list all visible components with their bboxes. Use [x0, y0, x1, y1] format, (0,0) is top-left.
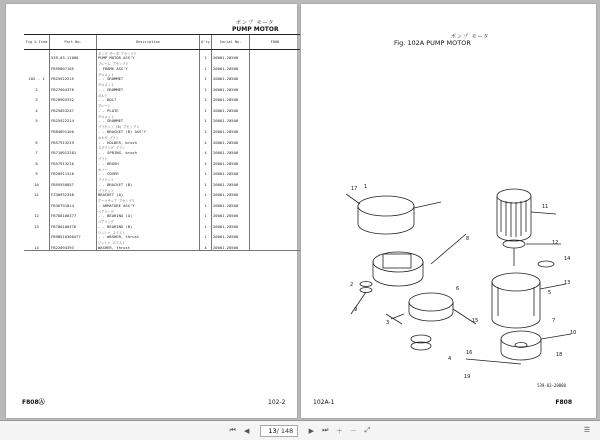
exploded-view-svg: [346, 174, 586, 399]
fig-item-cell: 9: [35, 171, 38, 177]
serial-no-cell: 20001-20500: [212, 124, 250, 135]
description-english: . FRAME ASS'Y: [98, 65, 128, 71]
table-row: [24, 82, 300, 93]
figure-footer-code: F808: [555, 399, 572, 406]
callout-label: 17: [351, 186, 358, 192]
callout-label: 11: [542, 204, 549, 210]
description-cell: [97, 82, 200, 93]
description-english: . . PLATE: [98, 107, 119, 113]
fig-item-cell: 3: [35, 97, 38, 103]
description-cell: [97, 61, 200, 72]
serial-no-cell: 20001-20500: [212, 240, 250, 251]
last-page-icon[interactable]: ⏭: [322, 426, 329, 434]
remark-cell: [250, 155, 301, 166]
description-english: . . GROMMET: [98, 118, 124, 124]
zoom-out-icon[interactable]: －: [349, 426, 357, 435]
callout-label: 5: [548, 290, 552, 296]
qty-cell: 1: [200, 208, 212, 219]
description-english: . . BRUSH: [98, 160, 119, 166]
part-no-cell: FB9B510300477: [50, 229, 97, 240]
callout-label: 7: [552, 318, 556, 324]
table-row: [24, 50, 300, 61]
zoom-in-icon[interactable]: ＋: [335, 426, 343, 435]
description-cell: [97, 134, 200, 145]
description-english: BRACKET (A): [98, 192, 124, 198]
part-no-cell: FB59550857: [50, 177, 97, 188]
part-no-cell: FB22094393: [50, 240, 97, 251]
table-row: [24, 166, 300, 177]
description-japanese: ブラケット (B) アセンブリ: [98, 125, 140, 130]
illustration-page: [301, 4, 596, 418]
header-japanese: ポンプ モータ: [236, 20, 275, 26]
qty-cell: 4: [200, 155, 212, 166]
qty-cell: 1: [200, 166, 212, 177]
qty-cell: 4: [200, 240, 212, 251]
drawing-number: 539-03-20000: [537, 383, 566, 388]
fig-item-cell: 7: [35, 150, 38, 156]
part-no-cell: FB57913216: [50, 155, 97, 166]
callout-label: 14: [564, 256, 571, 262]
part-no-cell: FB780100376: [50, 219, 97, 230]
qty-cell: 1: [200, 71, 212, 82]
table-row: [24, 177, 300, 188]
fullscreen-icon[interactable]: ⤢: [364, 426, 371, 434]
col-part-no: Part No.: [50, 35, 97, 50]
table-row: [24, 240, 300, 251]
qty-cell: 1: [200, 229, 212, 240]
table-row: [24, 61, 300, 72]
callout-label: 18: [556, 352, 563, 358]
description-cell: [97, 240, 200, 251]
fig-item-cell: 12: [34, 213, 39, 219]
fig-item-cell: [24, 198, 50, 209]
table-row: [24, 187, 300, 198]
col-fig-item: Fig & Item: [24, 35, 50, 50]
callout-label: 10: [570, 330, 577, 336]
qty-cell: 1: [200, 219, 212, 230]
fig-item-cell: 10: [34, 181, 39, 187]
qty-cell: 1: [200, 82, 212, 93]
header-english: PUMP MOTOR: [232, 26, 279, 33]
part-no-cell: FB57913219: [50, 134, 97, 145]
table-row: [24, 219, 300, 230]
description-japanese: ホルダ ブラシ: [98, 135, 119, 140]
description-cell: [97, 71, 200, 82]
parts-table-header: [24, 35, 300, 50]
description-cell: [97, 229, 200, 240]
serial-no-cell: 20001-20500: [212, 92, 250, 103]
description-cell: [97, 208, 200, 219]
serial-no-cell: 20001-20500: [212, 134, 250, 145]
table-row: [24, 208, 300, 219]
remark-cell: [250, 134, 301, 145]
part-no-cell: FB20911316: [50, 166, 97, 177]
page-indicator: [260, 425, 299, 437]
description-english: . . GROMMET: [98, 86, 124, 92]
page-total: / 148: [276, 426, 294, 435]
description-japanese: ワッシャ スラスト: [98, 230, 126, 235]
qty-cell: 1: [200, 124, 212, 135]
qty-cell: 4: [200, 134, 212, 145]
first-page-icon[interactable]: ⏮: [229, 426, 236, 434]
description-english: . . SPRING, brush: [98, 150, 137, 156]
remark-cell: [250, 71, 301, 82]
description-english: . . WASHER, thrust: [98, 234, 140, 240]
col-serial-no: Serial No.: [212, 35, 250, 50]
serial-no-cell: 20001-20500: [212, 187, 250, 198]
fig-item-cell: [24, 50, 50, 61]
qty-cell: 1: [200, 113, 212, 124]
callout-label: 19: [464, 374, 471, 380]
parts-table: [24, 34, 300, 251]
description-cell: [97, 103, 200, 114]
callout-label: 2: [350, 282, 354, 288]
serial-no-cell: 20001-20500: [212, 145, 250, 156]
description-cell: [97, 166, 200, 177]
qty-cell: 1: [200, 50, 212, 61]
remark-cell: [250, 240, 301, 251]
serial-no-cell: 20001-20500: [212, 61, 250, 72]
table-row: [24, 145, 300, 156]
exploded-view-drawing: [346, 174, 586, 399]
description-japanese: ブラシ: [98, 157, 108, 162]
serial-no-cell: 20001-20500: [212, 219, 250, 230]
serial-no-cell: 20001-20500: [212, 208, 250, 219]
qty-cell: 1: [200, 103, 212, 114]
qty-cell: 4: [200, 145, 212, 156]
remark-cell: [250, 208, 301, 219]
toolbar-right-group: [580, 424, 594, 436]
part-no-cell: FB27004376: [50, 82, 97, 93]
description-japanese: プレート: [98, 104, 111, 109]
serial-no-cell: 20001-20500: [212, 198, 250, 209]
part-no-cell: FB25853247: [50, 103, 97, 114]
description-english: . . COVER: [98, 171, 119, 177]
part-no-cell: FB710013281: [50, 145, 97, 156]
remark-cell: [250, 92, 301, 103]
table-row: [24, 113, 300, 124]
part-no-cell: FB84891160: [50, 124, 97, 135]
callout-label: 6: [456, 286, 460, 292]
fig-item-cell: 2: [35, 86, 38, 92]
qty-cell: 1: [200, 187, 212, 198]
page-number-input[interactable]: [265, 427, 277, 435]
fig-header-japanese: ポンプ モータ: [451, 34, 490, 40]
description-cell: [97, 92, 200, 103]
description-english: . ARMATURE ASS'Y: [98, 202, 135, 208]
description-japanese: ベアリング: [98, 220, 114, 225]
description-english: . . BRACKET (B) ASS'Y: [98, 128, 147, 134]
description-cell: [97, 219, 200, 230]
fig-item-cell: 6: [35, 139, 38, 145]
description-japanese: グロメット: [98, 83, 114, 88]
callout-label: 4: [448, 356, 452, 362]
remark-cell: [250, 219, 301, 230]
remark-cell: [250, 113, 301, 124]
description-japanese: ブラケット: [98, 178, 114, 183]
description-cell: [97, 50, 200, 61]
callout-label: 15: [472, 318, 479, 324]
description-japanese: スプリング ブラシ: [98, 146, 126, 151]
description-cell: [97, 177, 200, 188]
remark-cell: [250, 61, 301, 72]
qty-cell: 1: [200, 61, 212, 72]
table-row: [24, 103, 300, 114]
description-cell: [97, 198, 200, 209]
table-row: [24, 229, 300, 240]
fig-item-cell: [24, 124, 50, 135]
part-no-cell: FB25922214: [50, 113, 97, 124]
callout-label: 13: [564, 280, 571, 286]
fig-item-cell: 13: [34, 223, 39, 229]
description-english: PUMP MOTOR ASS'Y: [98, 55, 135, 61]
description-japanese: ブラケット: [98, 188, 114, 193]
part-no-cell: FB25922215: [50, 71, 97, 82]
footer-code: F808Ⓐ: [22, 399, 45, 406]
description-english: . . BEARING (A): [98, 213, 133, 219]
serial-no-cell: 20001-20500: [212, 82, 250, 93]
remark-cell: [250, 82, 301, 93]
remark-cell: [250, 124, 301, 135]
description-cell: [97, 124, 200, 135]
table-row: [24, 124, 300, 135]
serial-no-cell: 20001-20500: [212, 50, 250, 61]
description-japanese: フレーム アセンブリ: [98, 62, 129, 67]
description-japanese: ワッシャ スラスト: [98, 241, 126, 246]
col-description: Description: [97, 35, 200, 50]
col-qty: Q'ty: [200, 35, 212, 50]
callout-label: 16: [466, 350, 473, 356]
serial-no-cell: 20001-20500: [212, 113, 250, 124]
menu-icon[interactable]: ☰: [583, 426, 591, 434]
description-cell: [97, 113, 200, 124]
description-japanese: ベアリング: [98, 209, 114, 214]
serial-no-cell: 20001-20500: [212, 103, 250, 114]
fig-item-cell: [24, 61, 50, 72]
description-japanese: ボルト: [98, 93, 108, 98]
page-number: 102-2: [268, 399, 286, 406]
description-cell: [97, 155, 200, 166]
serial-no-cell: 20001-20500: [212, 166, 250, 177]
description-japanese: グロメット: [98, 114, 114, 119]
viewer-toolbar: [0, 420, 600, 440]
fig-item-cell: 8: [35, 160, 38, 166]
description-japanese: ポンプ モータ アセンブリ: [98, 51, 137, 56]
next-page-icon[interactable]: ▶: [308, 426, 315, 435]
serial-no-cell: 20001-20500: [212, 155, 250, 166]
description-english: . . GROMMET: [98, 76, 124, 82]
remark-cell: [250, 229, 301, 240]
fig-item-cell: 14: [24, 240, 50, 251]
table-row: [24, 92, 300, 103]
callout-label: 9: [354, 307, 358, 313]
callout-label: 3: [386, 320, 390, 326]
table-row: [24, 198, 300, 209]
qty-cell: 1: [200, 198, 212, 209]
part-no-cell: FZ30932358: [50, 187, 97, 198]
description-english: . . HOLDER, brush: [98, 139, 137, 145]
part-no-cell: 539-03-11000: [50, 50, 97, 61]
fig-item-cell: [24, 229, 50, 240]
description-english: . . BRACKET (B): [98, 181, 133, 187]
part-no-cell: FB70903332: [50, 92, 97, 103]
part-no-cell: FB780100377: [50, 208, 97, 219]
parts-list-page: [6, 4, 297, 418]
col-f808: F808: [250, 35, 301, 50]
remark-cell: [250, 198, 301, 209]
serial-no-cell: 20001-20500: [212, 229, 250, 240]
remark-cell: [250, 166, 301, 177]
callout-label: 1: [364, 184, 368, 190]
fig-item-cell: 5: [35, 118, 38, 124]
fig-item-cell: 11: [34, 192, 39, 198]
description-cell: [97, 145, 200, 156]
serial-no-cell: 20001-20500: [212, 71, 250, 82]
part-no-cell: FB59007105: [50, 61, 97, 72]
remark-cell: [250, 50, 301, 61]
description-japanese: グロメット: [98, 72, 114, 77]
serial-no-cell: 20001-20500: [212, 177, 250, 188]
description-cell: [97, 187, 200, 198]
remark-cell: [250, 103, 301, 114]
figure-title: Fig. 102A PUMP MOTOR: [394, 39, 471, 47]
figure-page-number: 102A-1: [313, 399, 335, 406]
table-row: [24, 155, 300, 166]
qty-cell: 1: [200, 177, 212, 188]
qty-cell: 1: [200, 92, 212, 103]
description-english: WASHER, thrust: [98, 244, 131, 250]
prev-page-icon[interactable]: ◀: [243, 426, 250, 435]
remark-cell: [250, 145, 301, 156]
table-row: [24, 71, 300, 82]
description-english: . . BEARING (B): [98, 223, 133, 229]
fig-item-cell: 102 - 1: [28, 76, 45, 82]
description-japanese: カバー: [98, 167, 108, 172]
remark-cell: [250, 177, 301, 188]
fig-item-cell: 4: [35, 107, 38, 113]
callout-label: 12: [552, 240, 559, 246]
description-english: . . BOLT: [98, 97, 117, 103]
table-row: [24, 134, 300, 145]
description-japanese: アーマチュア アセンブリ: [98, 199, 135, 204]
callout-label: 8: [466, 236, 470, 242]
part-no-cell: FB30791814: [50, 198, 97, 209]
remark-cell: [250, 187, 301, 198]
